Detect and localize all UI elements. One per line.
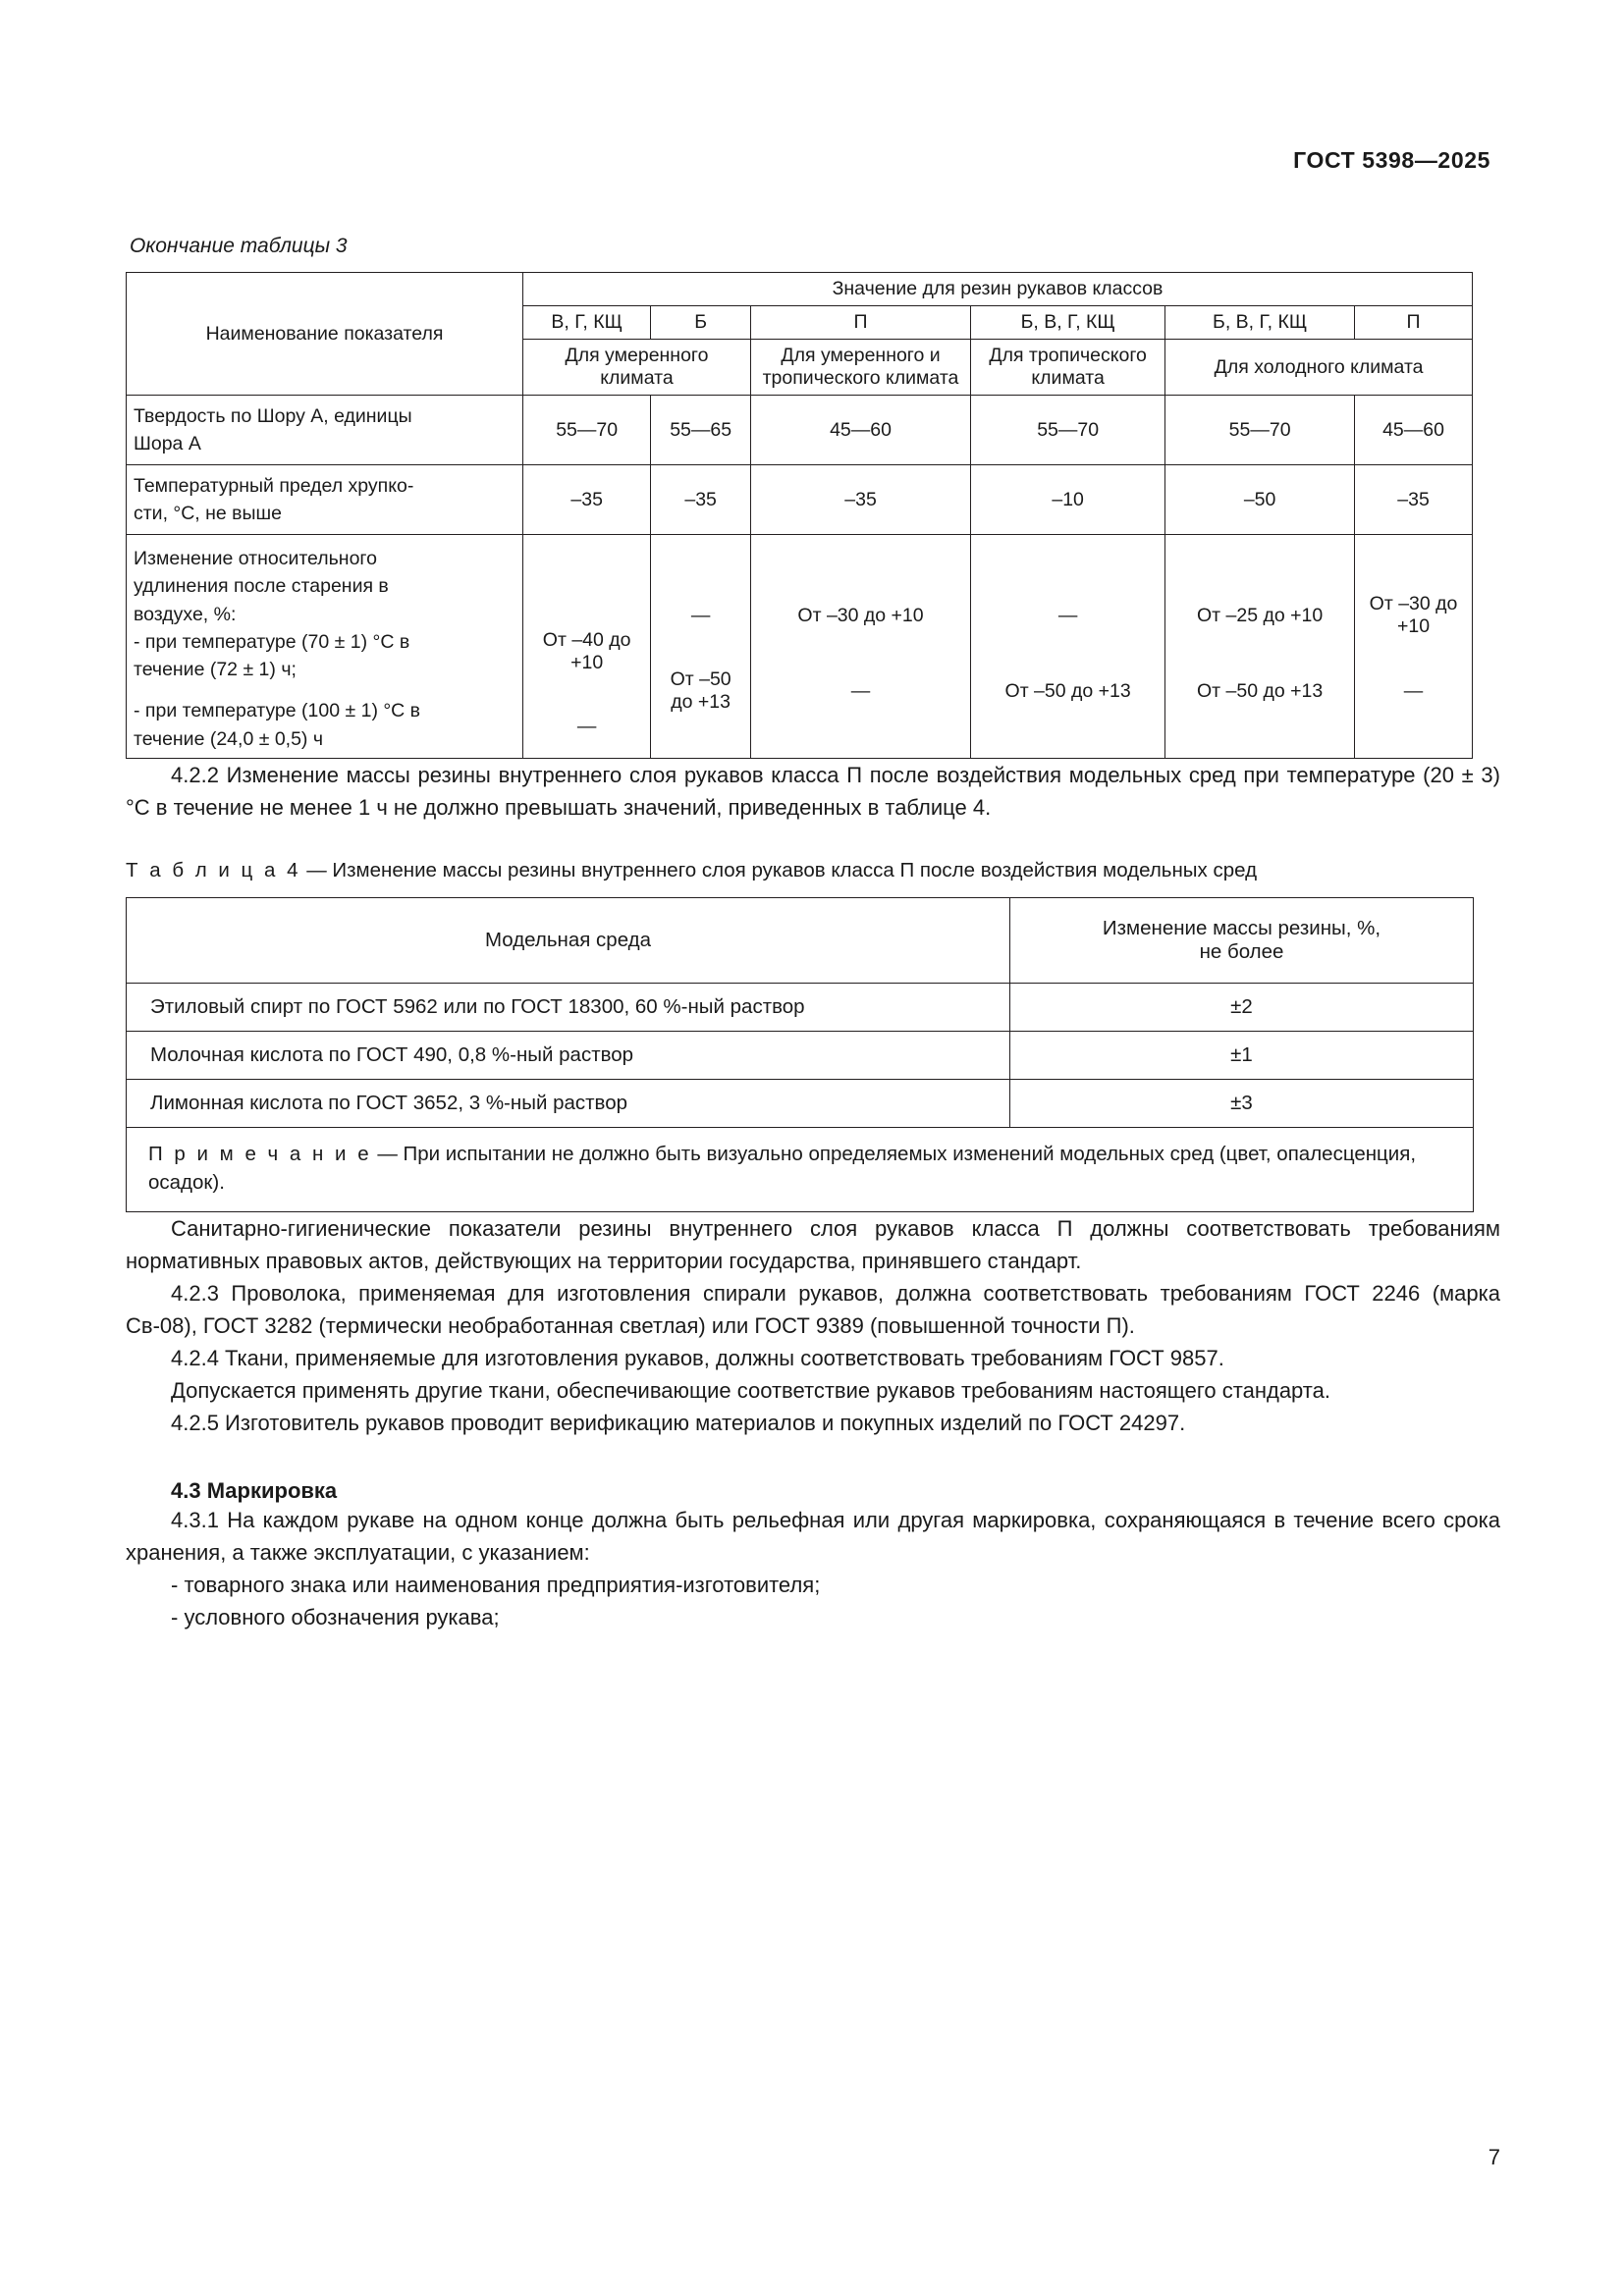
page-header: ГОСТ 5398—2025 [1293,147,1490,173]
table3-row1-v5: 55—70 [1165,396,1355,465]
table3-row2-v5: –50 [1165,465,1355,535]
table-row [127,396,1473,465]
table-row [127,465,1473,535]
table3-row3-sub2-v3: — [850,679,871,702]
list-item: - товарного знака или наименования предприятия-изготовителя; [171,1572,821,1597]
table3-row3-sub1-v6: От –30 до +10 [1369,593,1458,638]
table3-row2-v4: –10 [971,465,1165,535]
table3-row3-name [127,535,523,759]
page-content [126,0,1500,1633]
table3-row2-v6: –35 [1355,465,1473,535]
table3-row1-v1: 55—70 [523,396,651,465]
table4-caption-text: — Изменение массы резины внутреннего слоя рукавов класса П после воздействия модельных сред [306,858,1258,881]
section-heading-4-3: 4.3 Маркировка [171,1477,338,1503]
table4-header-medium: Модельная среда [127,897,1010,983]
table-row [127,1127,1474,1211]
table3-row3-sub2-l2: течение (24,0 ± 0,5) ч [134,727,324,750]
table3-row3-intro-2: удлинения после старения в [134,575,389,598]
table3-row1-name-l2: Шора А [134,433,201,454]
table4-row3-medium: Лимонная кислота по ГОСТ 3652, 3 %-ный раствор [127,1079,1010,1127]
table3-row1-v6: 45—60 [1355,396,1473,465]
paragraph-4-3-1: 4.3.1 На каждом рукаве на одном конце должна быть рельефная или другая маркировка, сохраняющаяся в течение всего срока хранения, а также эксплуатации, с указанием: [126,1507,1500,1565]
table3-row2-v1: –35 [523,465,651,535]
table3-row3-sub2-v2: От –50 до +13 [670,668,731,714]
table3-row2-name-l1: Температурный предел хрупко- [134,474,414,497]
table4-note-label: П р и м е ч а н и е [148,1142,372,1165]
table3-climate-4: Для холодного климата [1165,340,1473,396]
table3-row2-v3: –35 [750,465,970,535]
table3-row3-col6 [1355,535,1473,759]
paragraph-4-2-4: 4.2.4 Ткани, применяемые для изготовления рукавов, должны соответствовать требованиям ГОСТ 9857. [171,1345,1224,1370]
table-row [127,273,1473,306]
paragraph-4-2-5: 4.2.5 Изготовитель рукавов проводит верификацию материалов и покупных изделий по ГОСТ 24297. [171,1410,1186,1435]
table4-header-change-l2: не более [1199,939,1284,963]
table3-row1-name [127,396,523,465]
table4-row1-medium: Этиловый спирт по ГОСТ 5962 или по ГОСТ 18300, 60 %-ный раствор [127,983,1010,1031]
table3-climate-2: Для умеренного и тропического климата [750,340,970,396]
table3-row2-name-l2: сти, °С, не выше [134,503,283,524]
table-row [127,983,1474,1031]
table3-row3-sub1-v5: От –25 до +10 [1197,604,1324,626]
table3-row2-name [127,465,523,535]
list-item: - условного обозначения рукава; [171,1604,500,1629]
table3-row1-v2: 55—65 [651,396,751,465]
table3-class-4: Б, В, Г, КЩ [971,306,1165,340]
table4-row1-value: ±2 [1010,983,1474,1031]
table3-row3-sub2-v1: — [576,716,597,738]
table3-row3-sub2-v4: От –50 до +13 [1004,679,1131,702]
table3-class-3: П [750,306,970,340]
table3-caption: Окончание таблицы 3 [130,235,348,257]
table4-note-text: — При испытании не должно быть визуально определяемых изменений модельных сред (цвет, опалесценция, осадок). [148,1142,1417,1195]
table4-header-change [1010,897,1474,983]
paragraph-sanitary: Санитарно-гигиенические показатели резины внутреннего слоя рукавов класса П должны соответствовать требованиям нормативных правовых актов, действующих на территории государства, принявшего стандарт. [126,1215,1500,1273]
table3-name-header: Наименование показателя [127,273,523,396]
table3-row1-v4: 55—70 [971,396,1165,465]
table4-row2-medium: Молочная кислота по ГОСТ 490, 0,8 %-ный раствор [127,1031,1010,1079]
table4-caption-label: Т а б л и ц а 4 [126,858,301,881]
table4-header-change-l1: Изменение массы резины, %, [1102,916,1381,939]
table4-caption [126,857,1500,885]
table4-row2-value: ±1 [1010,1031,1474,1079]
table3-row3-sub1-l1: - при температуре (70 ± 1) °С в [134,630,410,653]
table3-row3-col5 [1165,535,1355,759]
table4-row3-value: ±3 [1010,1079,1474,1127]
table3-row3-col3 [750,535,970,759]
paragraph-4-2-2: 4.2.2 Изменение массы резины внутреннего слоя рукавов класса П после воздействия модельных сред при температуре (20 ± 3) °С в течение не менее 1 ч не должно превышать значений, приведенных в таблице 4. [126,762,1500,820]
table3-row3-col2 [651,535,751,759]
table3-row3-intro-3: воздухе, %: [134,603,237,625]
page-number: 7 [1488,2145,1500,2169]
table-row [127,1079,1474,1127]
table3-group-header: Значение для резин рукавов классов [523,273,1473,306]
table-row [127,535,1473,759]
table-3 [126,272,1473,759]
table3-row3-sub2-v5: От –50 до +13 [1197,679,1324,702]
table3-row1-name-l1: Твердость по Шору А, единицы [134,404,412,427]
table3-row3-sub1-v3: От –30 до +10 [797,604,924,626]
table3-row3-sub2-l1: - при температуре (100 ± 1) °С в [134,700,421,722]
table-row [127,1031,1474,1079]
table3-row3-sub1-l2: течение (72 ± 1) ч; [134,659,297,681]
paragraph-4-2-4b: Допускается применять другие ткани, обеспечивающие соответствие рукавов требованиям настоящего стандарта. [171,1377,1330,1403]
table3-row3-sub1-v2: — [690,604,711,626]
table3-row3-col4 [971,535,1165,759]
table3-row3-sub2-v6: — [1403,679,1424,702]
table3-class-5: Б, В, Г, КЩ [1165,306,1355,340]
table3-row3-intro-1: Изменение относительного [134,548,377,569]
table3-class-2: Б [651,306,751,340]
table3-class-6: П [1355,306,1473,340]
table3-climate-3: Для тропического климата [971,340,1165,396]
table-row [127,897,1474,983]
paragraph-4-2-3: 4.2.3 Проволока, применяемая для изготовления спирали рукавов, должна соответствовать требованиям ГОСТ 2246 (марка Св-08), ГОСТ 3282 (термически необработанная светлая) или ГОСТ 9389 (повышенной точности П). [126,1280,1500,1338]
table3-climate-1: Для умеренного климата [523,340,751,396]
table3-row3-col1 [523,535,651,759]
table-4 [126,897,1474,1212]
table3-class-1: В, Г, КЩ [523,306,651,340]
table3-row3-sub1-v4: — [1057,604,1078,626]
table3-row1-v3: 45—60 [750,396,970,465]
table4-note [127,1127,1474,1211]
table3-row2-v2: –35 [651,465,751,535]
table3-row3-sub1-v1: От –40 до +10 [542,628,631,673]
